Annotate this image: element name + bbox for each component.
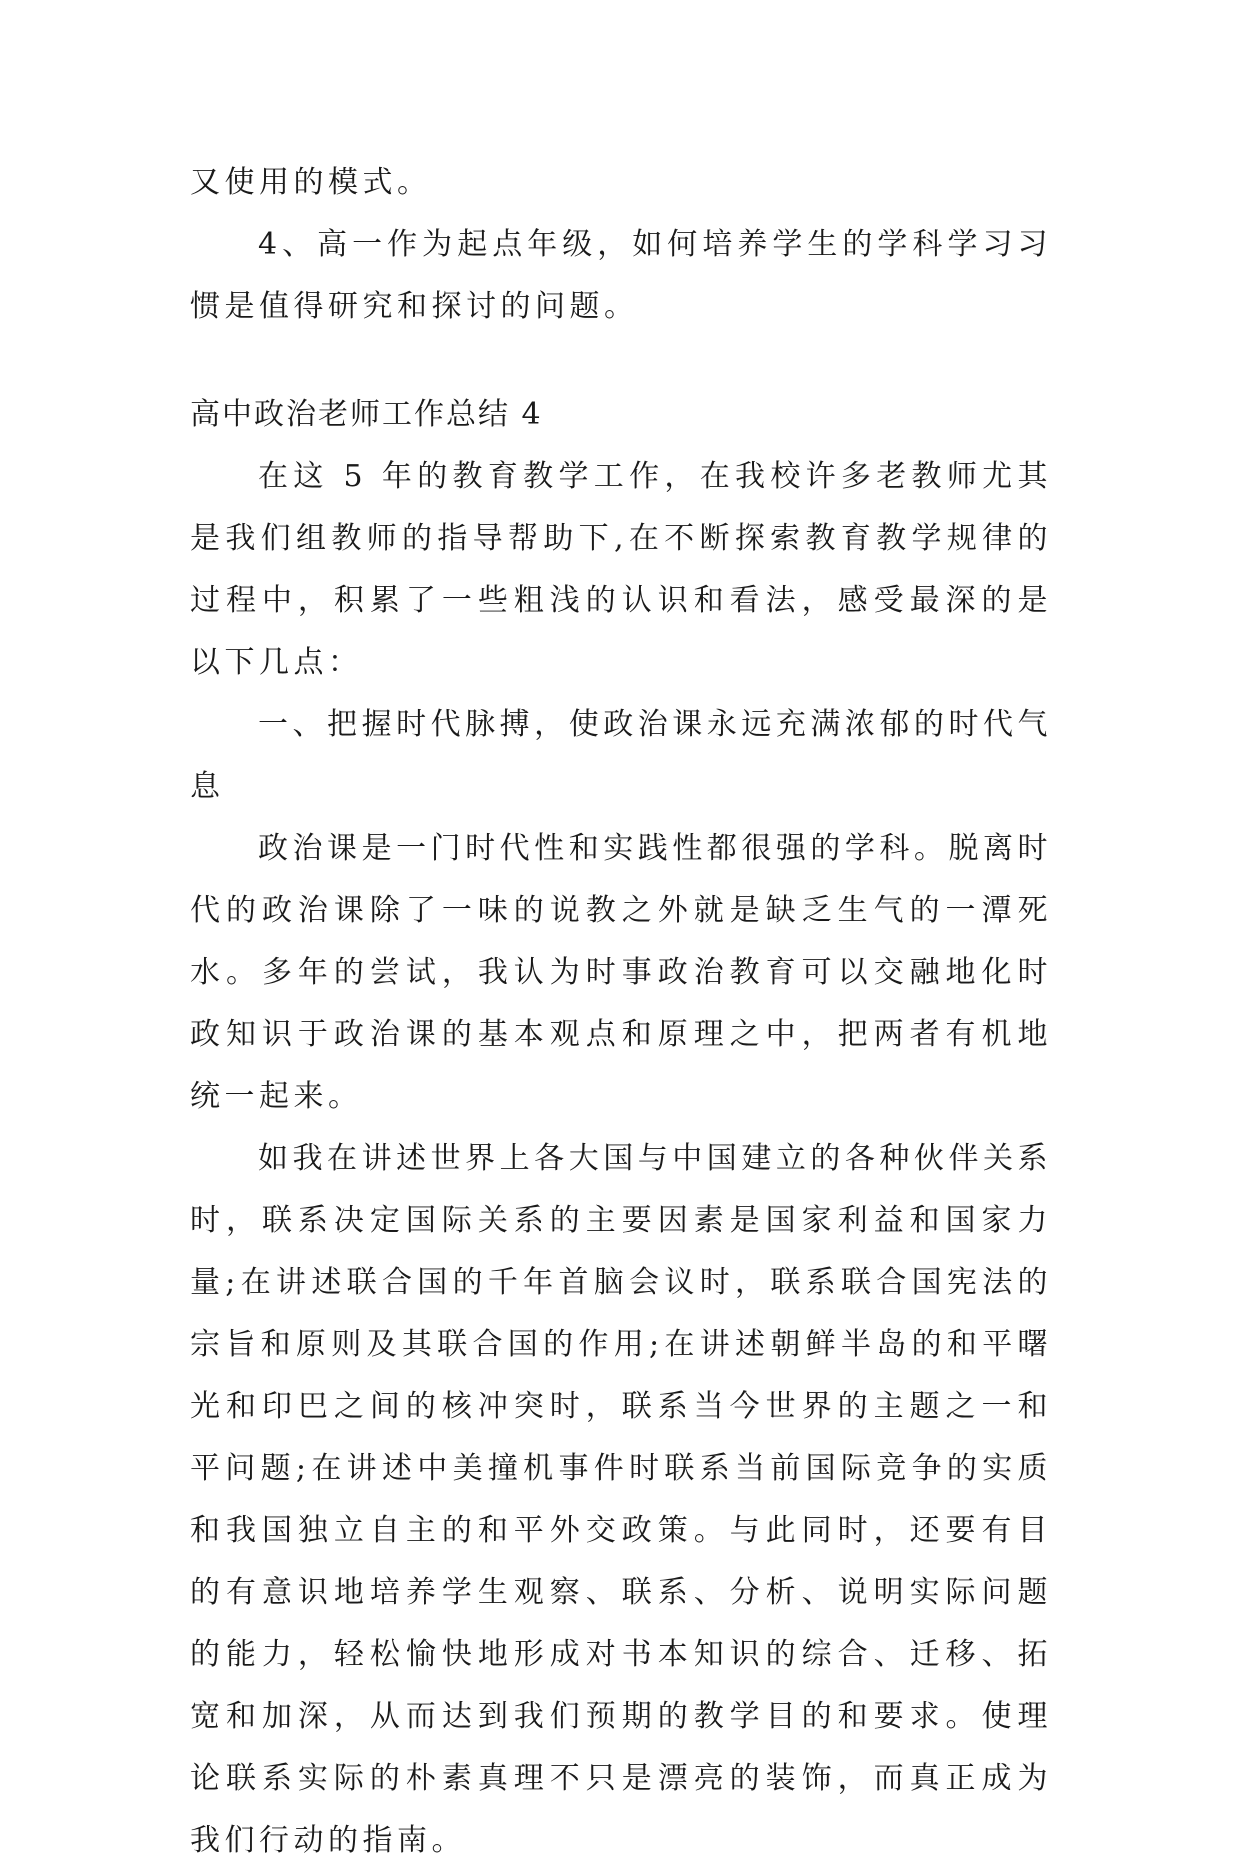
paragraph-subheading: 一、把握时代脉搏，使政治课永远充满浓郁的时代气息 <box>190 707 1052 804</box>
paragraph-body-1: 政治课是一门时代性和实践性都很强的学科。脱离时代的政治课除了一味的说教之外就是缺乏生气的一潭死水。多年的尝试，我认为时事政治教育可以交融地化时政知识于政治课的基本观点和原理之中，把两者有机地统一起来。 <box>190 831 1052 1114</box>
paragraph-body-2: 如我在讲述世界上各大国与中国建立的各种伙伴关系时，联系决定国际关系的主要因素是国家利益和国家力量;在讲述联合国的千年首脑会议时，联系联合国宪法的宗旨和原则及其联合国的作用;在讲述朝鲜半岛的和平曙光和印巴之间的核冲突时，联系当今世界的主题之一和平问题;在讲述中美撞机事件时联系当前国际竞争的实质和我国独立自主的和平外交政策。与此同时，还要有目的有意识地培养学生观察、联系、分析、说明实际问题的能力，轻松愉快地形成对书本知识的综合、迁移、拓宽和加深，从而达到我们预期的教学目的和要求。使理论联系实际的朴素真理不只是漂亮的装饰，而真正成为我们行动的指南。 <box>190 1141 1052 1858</box>
section-spacer <box>190 338 1052 384</box>
document-body <box>190 152 1052 1872</box>
paragraph-intro: 在这 5 年的教育教学工作，在我校许多老教师尤其是我们组教师的指导帮助下,在不断探索教育教学规律的过程中，积累了一些粗浅的认识和看法，感受最深的是以下几点： <box>190 459 1052 680</box>
paragraph-continuation: 又使用的模式。 <box>190 165 432 200</box>
paragraph-point-4: 4、高一作为起点年级，如何培养学生的学科学习习惯是值得研究和探讨的问题。 <box>190 227 1052 324</box>
section-title: 高中政治老师工作总结 4 <box>190 397 543 432</box>
